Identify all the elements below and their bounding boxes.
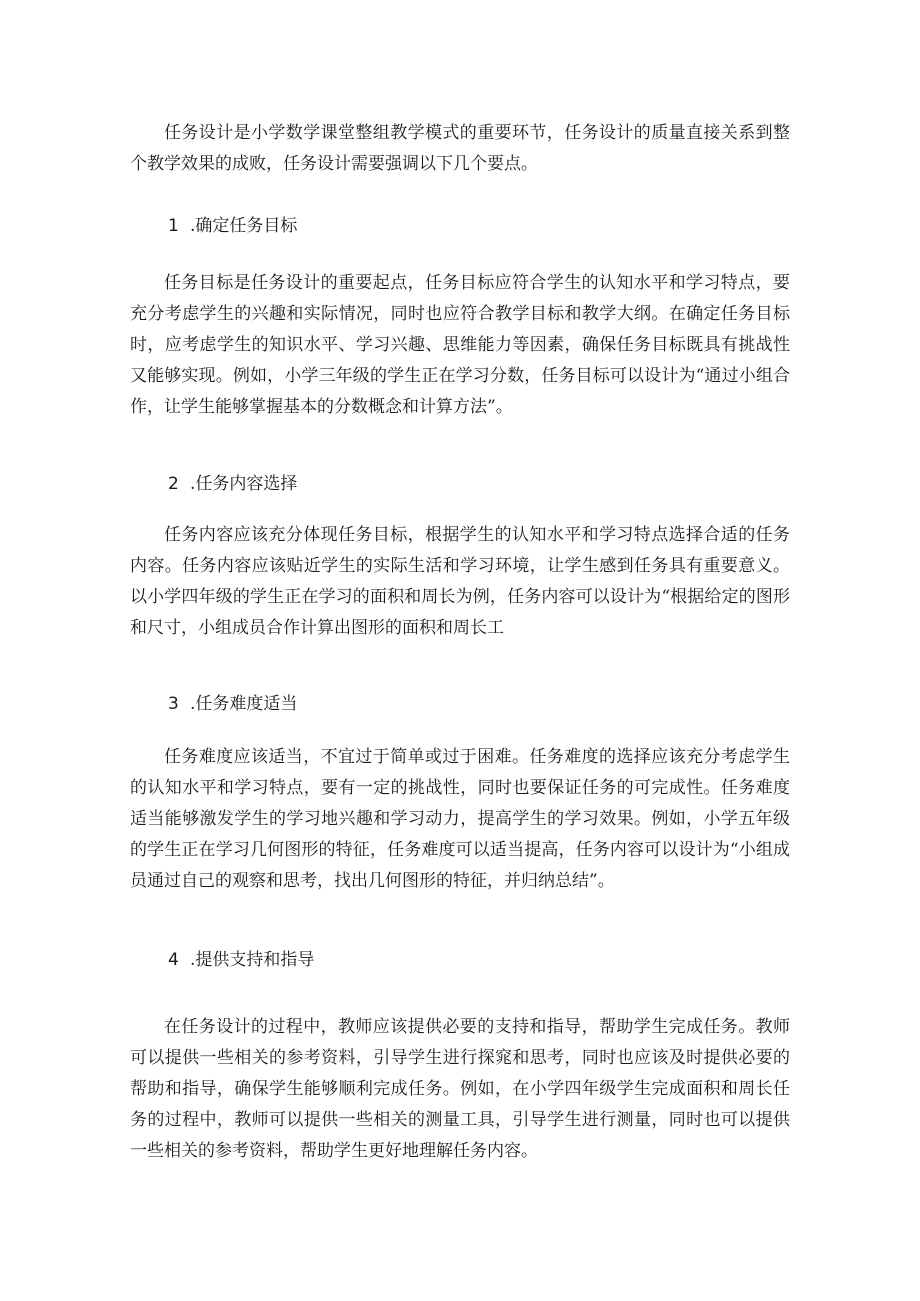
- section-body-1: 任务目标是任务设计的重要起点，任务目标应符合学生的认知水平和学习特点，要充分考虑学生的兴趣和实际情况，同时也应符合教学目标和教学大纲。在确定任务目标时，应考虑学生的知识水平、学习兴趣、思维能力等因素，确保任务目标既具有挑战性又能够实现。例如，小学三年级的学生正在学习分数，任务目标可以设计为“通过小组合作，让学生能够掌握基本的分数概念和计算方法”。: [130, 273, 790, 417]
- section-body-4: 在任务设计的过程中，教师应该提供必要的支持和指导，帮助学生完成任务。教师可以提供一些相关的参考资料，引导学生进行探窕和思考，同时也应该及时提供必要的帮助和指导，确保学生能够顺利完成任务。例如，在小学四年级学生完成面积和周长任务的过程中，教师可以提供一些相关的测量工具，引导学生进行测量，同时也可以提供一些相关的参考资料，帮助学生更好地理解任务内容。: [130, 1017, 790, 1161]
- section-title: .确定任务目标: [190, 216, 298, 236]
- section-number: 3: [168, 694, 179, 714]
- intro-paragraph: 任务设计是小学数学课堂整组教学模式的重要环节，任务设计的质量直接关系到整个教学效果的成败，任务设计需要强调以下几个要点。: [130, 123, 790, 174]
- section-title: .任务难度适当: [190, 694, 298, 714]
- section-number: 4: [168, 950, 179, 970]
- section-heading-4: [168, 946, 314, 974]
- section-title: .提供支持和指导: [190, 950, 315, 970]
- section-body-2: 任务内容应该充分体现任务目标，根据学生的认知水平和学习特点选择合适的任务内容。任务内容应该贴近学生的实际生活和学习环境，让学生感到任务具有重要意义。以小学四年级的学生正在学习的面积和周长为例，任务内容可以设计为“根据给定的图形和尺寸，小组成员合作计算出图形的面积和周长工: [130, 525, 790, 638]
- section-number: 2: [168, 474, 179, 494]
- section-title: .任务内容选择: [190, 474, 298, 494]
- section-number: 1: [168, 216, 179, 236]
- section-body-3: 任务难度应该适当，不宜过于简单或过于困难。任务难度的选择应该充分考虑学生的认知水平和学习特点，要有一定的挑战性，同时也要保证任务的可完成性。任务难度适当能够激发学生的学习地兴趣和学习动力，提高学生的学习效果。例如，小学五年级的学生正在学习几何图形的特征，任务难度可以适当提高，任务内容可以设计为“小组成员通过自己的观察和思考，找出几何图形的特征，并归纳总结”。: [130, 747, 790, 891]
- section-heading-2: [168, 470, 297, 498]
- section-heading-3: [168, 690, 297, 718]
- section-heading-1: [168, 212, 297, 240]
